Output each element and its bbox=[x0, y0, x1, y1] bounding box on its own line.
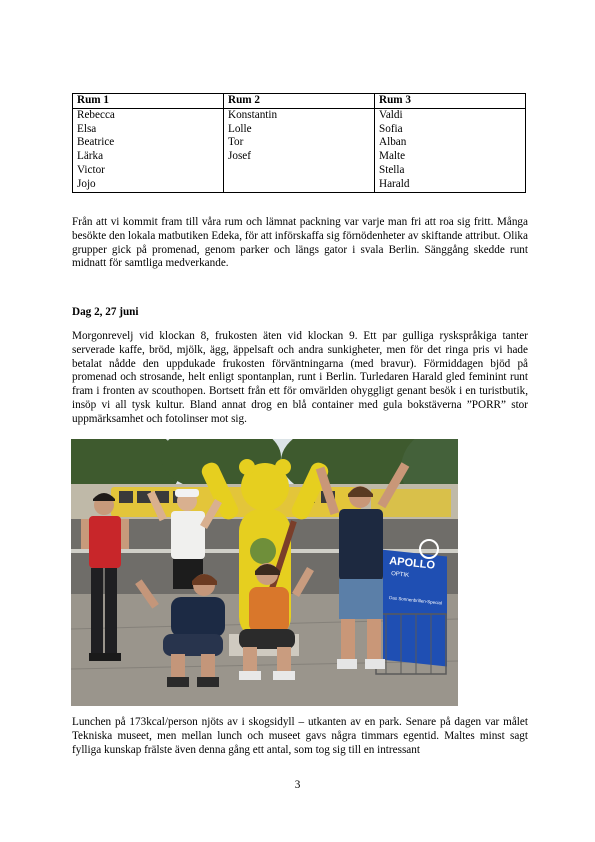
table-row bbox=[73, 164, 526, 178]
table-cell: Rebecca bbox=[73, 108, 224, 122]
sign-subtitle: OPTIK bbox=[390, 571, 410, 579]
table-cell: Valdi bbox=[375, 108, 526, 122]
table-row bbox=[73, 178, 526, 192]
table-header-cell: Rum 2 bbox=[224, 94, 375, 109]
table-header-cell: Rum 1 bbox=[73, 94, 224, 109]
sign-title: APOLLO bbox=[388, 555, 436, 572]
table-cell: Victor bbox=[73, 164, 224, 178]
table-row bbox=[73, 136, 526, 150]
day-heading: Dag 2, 27 juni bbox=[72, 306, 139, 318]
table-row bbox=[73, 150, 526, 164]
table-row bbox=[73, 108, 526, 122]
paragraph-arrival: Från att vi kommit fram till våra rum och lämnat packning var varje man fri att roa sig fritt. Många besökte den lokala matbutiken Edeka, för att införskaffa sig förnödenheter av skiftande attribut. Olika grupper gick på promenad, genom parker och längs gator i svala Berlin. Sänggång skedde runt midnatt för samtliga medverkande. bbox=[72, 216, 528, 270]
rooms-table bbox=[72, 93, 526, 193]
table-cell: Tor bbox=[224, 136, 375, 150]
table-cell: Harald bbox=[375, 178, 526, 192]
page-number: 3 bbox=[294, 779, 301, 791]
table-cell bbox=[224, 164, 375, 178]
table-cell: Lolle bbox=[224, 123, 375, 137]
table-row bbox=[73, 123, 526, 137]
photo-illustration bbox=[71, 439, 458, 706]
table-cell: Stella bbox=[375, 164, 526, 178]
table-cell bbox=[224, 178, 375, 192]
table-cell: Malte bbox=[375, 150, 526, 164]
table-cell: Lärka bbox=[73, 150, 224, 164]
sign-strip: Das Sonnenbrillen-Special bbox=[388, 595, 443, 606]
paragraph-morning: Morgonrevelj vid klockan 8, frukosten äten vid klockan 9. Ett par gulliga ryskspråkiga tanter serverade kaffe, bröd, mjölk, ägg, äppelsaft och andra sunkigheter, men för det ringa pris vi hade betalat nådde den uppdukade frukosten förväntningarna (med bravur). Förmiddagen bjöd på promenad och strosande, helt enligt spontanplan, runt i Berlin. Turledaren Harald gled feminint runt fram i fronten av scouthopen. Bortsett från ett för omvärlden ohyggligt genant besök i en turistbutik, insöp vi all tysk kultur. Bland annat drog en blå container med gula bokstäverna ”PORR” stor uppmärksamhet och fotolinser mot sig. bbox=[72, 330, 528, 425]
table-cell: Josef bbox=[224, 150, 375, 164]
table-cell: Konstantin bbox=[224, 108, 375, 122]
table-cell: Sofia bbox=[375, 123, 526, 137]
group-photo bbox=[71, 439, 458, 706]
paragraph-lunch: Lunchen på 173kcal/person njöts av i skogsidyll – utkanten av en park. Senare på dagen var målet Tekniska museet, men mellan lunch och museet gavs några timmars egentid. Maltes minst sagt fylliga kunskap frälste även denna gång ett antal, som tog sig till en intressant bbox=[72, 716, 528, 756]
table-header-cell: Rum 3 bbox=[375, 94, 526, 109]
table-cell: Alban bbox=[375, 136, 526, 150]
table-header-row bbox=[73, 94, 526, 109]
table-cell: Elsa bbox=[73, 123, 224, 137]
table-cell: Jojo bbox=[73, 178, 224, 192]
table-cell: Beatrice bbox=[73, 136, 224, 150]
